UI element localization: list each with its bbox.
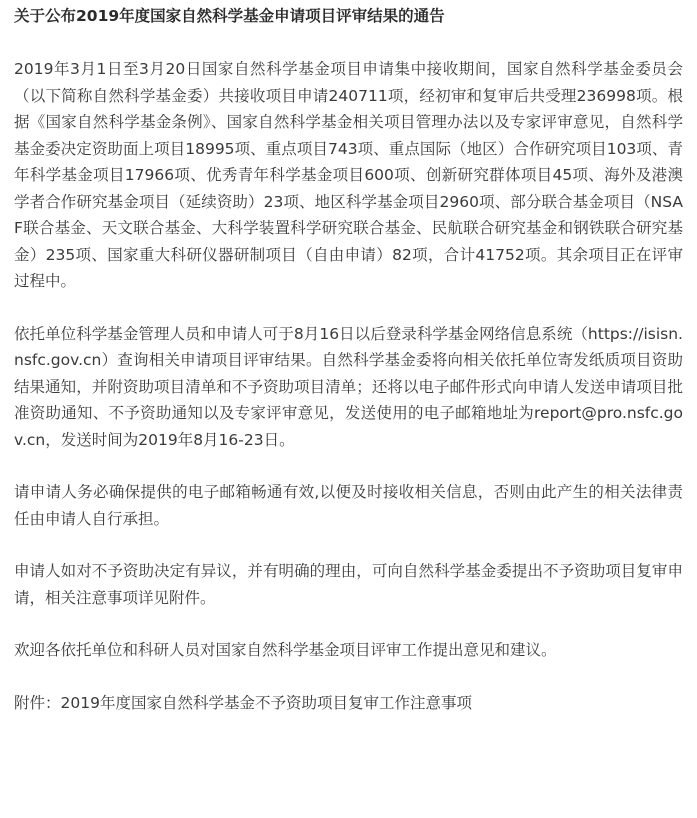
paragraph-feedback: 欢迎各依托单位和科研人员对国家自然科学基金项目评审工作提出意见和建议。	[14, 641, 557, 659]
paragraph-attachment: 附件：2019年度国家自然科学基金不予资助项目复审工作注意事项	[14, 693, 472, 712]
paragraph-review-appeal: 申请人如对不予资助决定有异议，并有明确的理由，可向自然科学基金委提出不予资助项目复审申请，相关注意事项详见附件。	[14, 562, 683, 607]
paragraph-query-results: 依托单位科学基金管理人员和申请人可于8月16日以后登录科学基金网络信息系统（https://isisn.nsfc.gov.cn）查询相关申请项目评审结果。自然科学基金委将向相关依托单位寄发纸质项目资助结果通知，并附资助项目清单和不予资助项目清单；还将以电子邮件形式向申请人发送申请项目批准资助通知、不予资助通知以及专家评审意见，发送使用的电子邮箱地址为report@pro.nsfc.gov.cn，发送时间为2019年8月16-23日。	[14, 324, 683, 449]
paragraph-funding-results: 2019年3月1日至3月20日国家自然科学基金项目申请集中接收期间，国家自然科学基金委员会（以下简称自然科学基金委）共接收项目申请240711项，经初审和复审后共受理236998项。根据《国家自然科学基金条例》、国家自然科学基金相关项目管理办法以及专家评审意见，自然科学基金委决定资助面上项目18995项、重点项目743项、重点国际（地区）合作研究项目103项、青年科学基金项目17966项、优秀青年科学基金项目600项、创新研究群体项目45项、海外及港澳学者合作研究基金项目（延续资助）23项、地区科学基金项目2960项、部分联合基金项目（NSAF联合基金、天文联合基金、大科学装置科学研究联合基金、民航联合研究基金和钢铁联合研究基金）235项、国家重大科研仪器研制项目（自由申请）82项，合计41752项。其余项目正在评审过程中。	[14, 60, 683, 290]
notice-title: 关于公布2019年度国家自然科学基金申请项目评审结果的通告	[14, 7, 445, 25]
paragraph-email-notice: 请申请人务必确保提供的电子邮箱畅通有效,以便及时接收相关信息，否则由此产生的相关法律责任由申请人自行承担。	[14, 483, 683, 528]
